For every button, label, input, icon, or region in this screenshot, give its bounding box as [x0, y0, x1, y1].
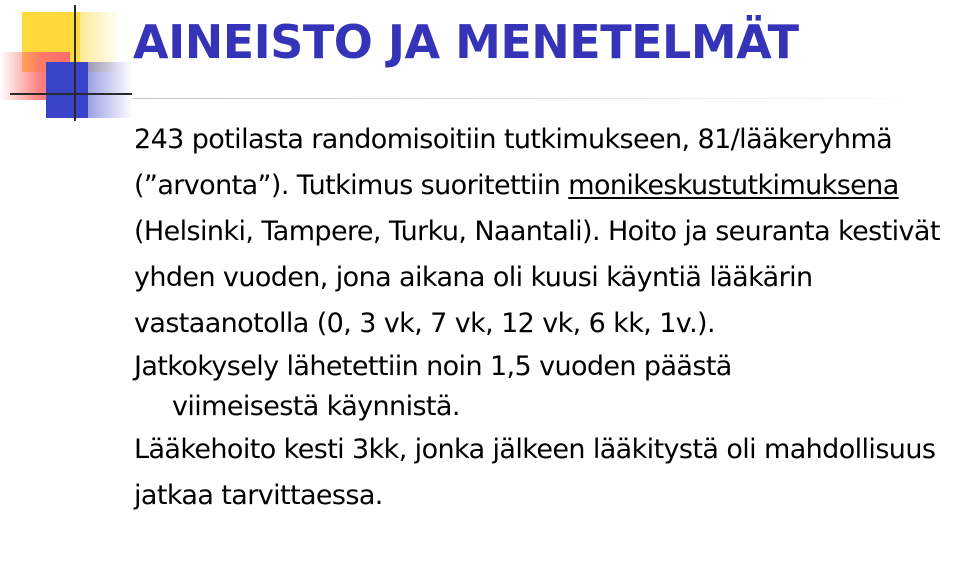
decoration-blue-fade	[88, 62, 133, 118]
paragraph-text: 243 potilasta randomisoitiin tutkimukseen, 81/lääkeryhmä (”arvonta”). Tutkimus suoritettiin	[134, 124, 893, 201]
slide-body	[134, 117, 954, 519]
paragraph-follow-up	[134, 347, 954, 427]
paragraph-text: (Helsinki, Tampere, Turku, Naantali). Hoito ja seuranta kestivät yhden vuoden, jona aikana oli kuusi käyntiä lääkärin vastaanotolla (0, 3 vk, 7 vk, 12 vk, 6 kk, 1v.).	[134, 216, 940, 339]
paragraph-line: Jatkokysely lähetettiin noin 1,5 vuoden päästä	[134, 351, 732, 382]
paragraph-line-indented: viimeisestä käynnistä.	[172, 391, 460, 422]
paragraph-study-design	[134, 117, 954, 347]
slide-decoration	[0, 0, 140, 125]
slide-title: AINEISTO JA MENETELMÄT	[133, 15, 799, 69]
decoration-blue-square	[46, 62, 88, 118]
underlined-term: monikeskustutkimuksena	[568, 170, 899, 201]
decoration-horizontal-line	[10, 93, 132, 95]
decoration-vertical-line	[74, 5, 76, 121]
paragraph-medication: Lääkehoito kesti 3kk, jonka jälkeen lääkitystä oli mahdollisuus jatkaa tarvittaessa.	[134, 434, 936, 511]
title-divider	[133, 98, 960, 99]
